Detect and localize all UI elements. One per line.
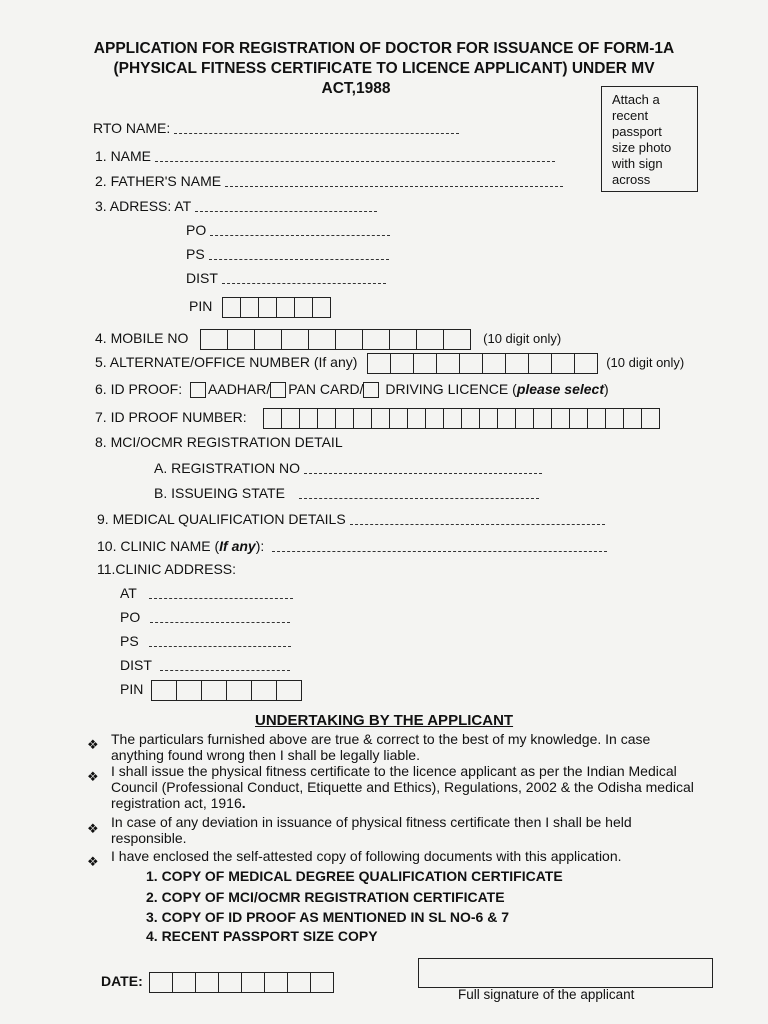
alternate-number-boxes[interactable] <box>367 353 598 374</box>
photo-box-line: Attach a <box>612 92 660 107</box>
undertaking-point-4: I have enclosed the self-attested copy of following documents with this application. <box>111 848 622 864</box>
alternate-number-field <box>95 353 684 374</box>
address-ps-field <box>186 246 389 262</box>
qualification-label: 9. MEDICAL QUALIFICATION DETAILS <box>97 511 346 527</box>
document-item-4: 4. RECENT PASSPORT SIZE COPY <box>146 928 378 944</box>
alternate-number-note: (10 digit only) <box>606 355 685 371</box>
date-boxes[interactable] <box>149 972 334 993</box>
clinic-name-field <box>97 538 607 554</box>
registration-no-field <box>154 460 542 476</box>
please-select-note: please select <box>516 381 604 397</box>
issuing-state-field <box>154 485 539 501</box>
alternate-number-label: 5. ALTERNATE/OFFICE NUMBER (If any) <box>95 354 358 371</box>
document-item-2: 2. COPY OF MCI/OCMR REGISTRATION CERTIFICATE <box>146 889 505 905</box>
rto-name-label: RTO NAME: <box>93 120 171 136</box>
if-any-note: If any <box>219 538 256 554</box>
id-proof-number-field <box>95 408 660 429</box>
clinic-at-line[interactable] <box>149 590 293 599</box>
id-proof-label: 6. ID PROOF: <box>95 381 183 397</box>
driving-licence-checkbox[interactable] <box>363 382 379 398</box>
name-field <box>95 148 555 164</box>
undertaking-heading: UNDERTAKING BY THE APPLICANT <box>255 712 514 729</box>
issuing-state-label: B. ISSUEING STATE <box>154 485 285 501</box>
father-name-line[interactable] <box>225 178 563 187</box>
pan-card-label: PAN CARD/ <box>288 381 364 397</box>
mobile-label: 4. MOBILE NO <box>95 330 189 347</box>
address-dist-line[interactable] <box>222 275 386 284</box>
id-proof-field <box>95 381 609 398</box>
form-title-line-2: (PHYSICAL FITNESS CERTIFICATE TO LICENCE APPLICANT) UNDER MV <box>113 60 655 77</box>
clinic-ps-field <box>120 633 291 649</box>
bullet-icon: ❖ <box>87 854 99 869</box>
registration-no-label: A. REGISTRATION NO <box>154 460 300 476</box>
address-pin-field <box>189 297 331 318</box>
father-name-label: 2. FATHER'S NAME <box>95 173 222 189</box>
close-paren: ) <box>603 381 609 397</box>
address-ps-label: PS <box>186 246 205 262</box>
photo-box[interactable] <box>601 86 698 192</box>
clinic-at-field <box>120 585 293 601</box>
bullet-icon: ❖ <box>87 769 99 784</box>
document-item-3: 3. COPY OF ID PROOF AS MENTIONED IN SL NO-6 & 7 <box>146 909 510 925</box>
address-pin-boxes[interactable] <box>222 297 331 318</box>
date-label: DATE: <box>101 973 143 990</box>
mobile-note: (10 digit only) <box>483 331 562 347</box>
undertaking-point-2-end: . <box>241 795 246 811</box>
undertaking-point-2 <box>111 763 705 811</box>
photo-box-line: passport <box>612 124 662 139</box>
date-field <box>101 972 334 993</box>
clinic-po-label: PO <box>120 609 141 625</box>
photo-box-line: size photo <box>612 140 672 155</box>
mobile-boxes[interactable] <box>200 329 471 350</box>
qualification-field <box>97 511 605 527</box>
bullet-icon: ❖ <box>87 737 99 752</box>
aadhar-checkbox[interactable] <box>190 382 206 398</box>
undertaking-point-2-text: I shall issue the physical fitness certificate to the licence applicant as per the Indian Medical Council (Professional Conduct, Etiquette and Ethics), Regulations, 2002 & the Odisha medical registration act, 1916 <box>111 763 694 811</box>
issuing-state-line[interactable] <box>299 490 539 499</box>
aadhar-label: AADHAR/ <box>208 381 271 397</box>
address-at-field <box>95 198 377 214</box>
driving-licence-label: DRIVING LICENCE ( <box>385 381 517 397</box>
clinic-name-line[interactable] <box>272 543 607 552</box>
address-at-line[interactable] <box>195 203 377 212</box>
document-item-1: 1. COPY OF MEDICAL DEGREE QUALIFICATION CERTIFICATE <box>146 868 563 884</box>
bullet-icon: ❖ <box>87 821 99 836</box>
signature-box[interactable] <box>418 958 713 988</box>
address-pin-label: PIN <box>189 298 213 315</box>
form-title-line-3: ACT,1988 <box>321 80 391 97</box>
clinic-po-line[interactable] <box>150 614 290 623</box>
address-po-field <box>186 222 390 238</box>
clinic-address-heading: 11.CLINIC ADDRESS: <box>97 561 237 577</box>
pan-card-checkbox[interactable] <box>270 382 286 398</box>
clinic-ps-label: PS <box>120 633 139 649</box>
clinic-pin-label: PIN <box>120 681 144 698</box>
photo-box-line: recent <box>612 108 649 123</box>
address-po-line[interactable] <box>210 227 390 236</box>
clinic-dist-label: DIST <box>120 657 152 673</box>
photo-box-line: across <box>612 172 651 187</box>
qualification-line[interactable] <box>350 516 605 525</box>
mci-registration-heading: 8. MCI/OCMR REGISTRATION DETAIL <box>95 434 343 450</box>
id-proof-number-boxes[interactable] <box>263 408 660 429</box>
clinic-pin-boxes[interactable] <box>151 680 302 701</box>
name-label: 1. NAME <box>95 148 152 164</box>
address-dist-field <box>186 270 386 286</box>
form-title-line-1: APPLICATION FOR REGISTRATION OF DOCTOR FOR ISSUANCE OF FORM-1A <box>93 40 675 57</box>
clinic-dist-line[interactable] <box>160 662 290 671</box>
rto-name-line[interactable] <box>174 125 459 134</box>
signature-caption: Full signature of the applicant <box>458 987 635 1002</box>
address-dist-label: DIST <box>186 270 218 286</box>
clinic-at-label: AT <box>120 585 137 601</box>
clinic-po-field <box>120 609 290 625</box>
undertaking-point-1: The particulars furnished above are true & correct to the best of my knowledge. In case anything found wrong then I shall be legally liable. <box>111 731 651 763</box>
rto-name-field <box>93 120 459 136</box>
name-line[interactable] <box>155 153 555 162</box>
id-proof-number-label: 7. ID PROOF NUMBER: <box>95 409 247 426</box>
clinic-dist-field <box>120 657 290 673</box>
clinic-ps-line[interactable] <box>149 638 291 647</box>
registration-no-line[interactable] <box>304 465 542 474</box>
mobile-field <box>95 329 561 350</box>
clinic-name-label: 10. CLINIC NAME ( <box>97 538 220 554</box>
address-at-label: 3. ADRESS: AT <box>95 198 191 214</box>
clinic-name-label-end: ): <box>255 538 265 554</box>
photo-box-line: with sign <box>612 156 663 171</box>
address-po-label: PO <box>186 222 207 238</box>
undertaking-point-3: In case of any deviation in issuance of physical fitness certificate then I shall be held responsible. <box>111 814 632 846</box>
clinic-pin-field <box>120 680 302 701</box>
address-ps-line[interactable] <box>209 251 389 260</box>
father-name-field <box>95 173 563 189</box>
